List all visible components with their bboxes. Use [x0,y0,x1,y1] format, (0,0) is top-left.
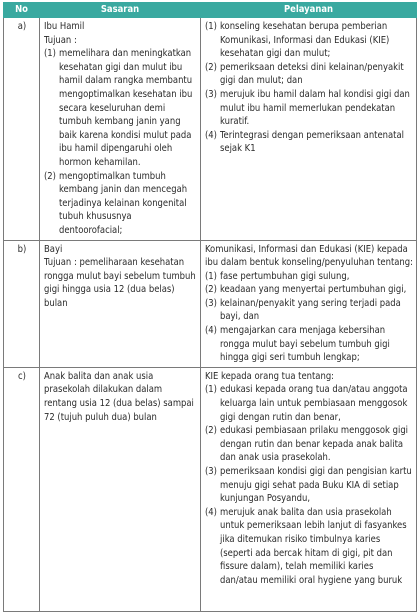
list-item [205,424,413,465]
table-row [4,367,417,611]
pelayanan-list [205,383,413,587]
list-item [205,324,413,365]
table-body [4,18,417,612]
list-item-number: (1) [205,270,217,282]
pelayanan-intro: Komunikasi, Informasi dan Edukasi (KIE) kepada ibu dalam bentuk konseling/penyuluhan tentang: [205,243,413,269]
header-no: No [4,3,40,18]
header-sasaran: Sasaran [40,3,201,18]
list-item-text: keadaan yang menyertai pertumbuhan gigi, [220,284,407,296]
header-pelayanan: Pelayanan [201,3,417,18]
pelayanan-list [205,270,413,365]
list-item-number: (1) [205,21,217,32]
list-item [205,88,413,129]
list-item-number: (2) [205,61,217,73]
list-item-text: mengoptimalkan tumbuh kembang janin dan mencegah terjadinya kelainan kongenital tubuh khususnya dentoorofacial; [59,170,188,236]
table-row [4,240,417,367]
list-item-text: konseling kesehatan berupa pemberian Komunikasi, Informasi dan Edukasi (KIE) kesehatan gigi dan mulut; [220,21,390,60]
table-header-row [4,3,417,18]
list-item [205,20,413,61]
list-item-text: merujuk anak balita dan usia prasekolah untuk pemeriksaan lebih lanjut di fasyankes jika ditemukan risiko timbulnya karies (seperti ada bercak hitam di gigi, pit dan fissure dalam), telah memiliki karies dan/atau memiliki oral hygiene yang buruk [220,506,407,586]
pelayanan-list [205,20,413,156]
list-item [44,170,197,238]
pelayanan-cell [201,18,417,241]
list-item-text: merujuk ibu hamil dalam hal kondisi gigi dan mulut ibu hamil memerlukan pendekatan kuratif. [220,88,410,128]
pelayanan-cell [201,240,417,367]
sasaran-intro: Tujuan : [44,34,77,46]
list-item-number: (2) [205,425,217,437]
pelayanan-intro: KIE kepada orang tua tentang: [205,370,335,382]
sasaran-cell [40,18,201,241]
list-item-text: memelihara dan meningkatkan kesehatan gigi dan mulut ibu hamil dalam rangka membantu mengoptimalkan kesehatan ibu secara keseluruhan demi tumbuh kembang janin yang baik karena kondisi mulut pada ibu hamil dipengaruhi oleh hormon kehamilan. [59,48,193,168]
row-number: a) [4,18,40,241]
sasaran-cell [40,367,201,611]
list-item-number: (3) [205,466,217,477]
list-item-number: (4) [205,129,217,141]
list-item-number: (1) [205,384,217,396]
sasaran-cell [40,240,201,367]
pelayanan-cell [201,367,417,611]
sasaran-list [44,47,197,237]
list-item-number: (2) [205,284,217,296]
list-item-text: Terintegrasi dengan pemeriksaan antenatal sejak K1 [220,129,404,155]
list-item-number: (4) [205,506,217,518]
sasaran-intro: Tujuan : pemeliharaan kesehatan rongga mulut bayi sebelum tumbuh gigi hingga usia 12 (dua belas) bulan [44,257,196,309]
list-item [205,383,413,424]
list-item [205,270,413,284]
list-item [44,47,197,169]
sasaran-title: Ibu Hamil [44,21,85,32]
list-item [205,297,413,324]
list-item-text: mengajarkan cara menjaga kebersihan rongga mulut bayi sebelum tumbuh gigi hingga gigi seri tumbuh lengkap; [220,325,390,364]
list-item-text: kelainan/penyakit yang sering terjadi pada bayi, dan [220,297,401,323]
sasaran-intro: Anak balita dan anak usia prasekolah dilakukan dalam rentang usia 12 (dua belas) sampai 72 (tujuh puluh dua) bulan [44,370,194,423]
sasaran-title: Bayi [44,243,63,255]
list-item-text: fase pertumbuhan gigi sulung, [220,270,350,282]
list-item-number: (3) [205,88,217,100]
list-item [205,465,413,506]
list-item-text: edukasi pembiasaan prilaku menggosok gigi dengan rutin dan benar kepada anak balita dan anak usia prasekolah. [220,425,409,464]
list-item-number: (4) [205,325,217,337]
list-item-number: (2) [44,170,56,182]
list-item-text: pemeriksaan deteksi dini kelainan/penyakit gigi dan mulut; dan [220,61,404,87]
list-item [205,61,413,88]
list-item [205,283,413,297]
service-table [3,2,417,612]
table-row [4,18,417,241]
list-item-text: edukasi kepada orang tua dan/atau anggota keluarga lain untuk pembiasaan menggosok gigi dengan rutin dan benar, [220,384,408,423]
list-item-text: pemeriksaan kondisi gigi dan pengisian kartu menuju gigi sehat pada Buku KIA di setiap kunjungan Posyandu, [220,466,412,505]
row-number: b) [4,240,40,367]
row-number: c) [4,367,40,611]
list-item-number: (3) [205,297,217,309]
list-item [205,129,413,156]
list-item-number: (1) [44,48,56,60]
list-item [205,506,413,588]
